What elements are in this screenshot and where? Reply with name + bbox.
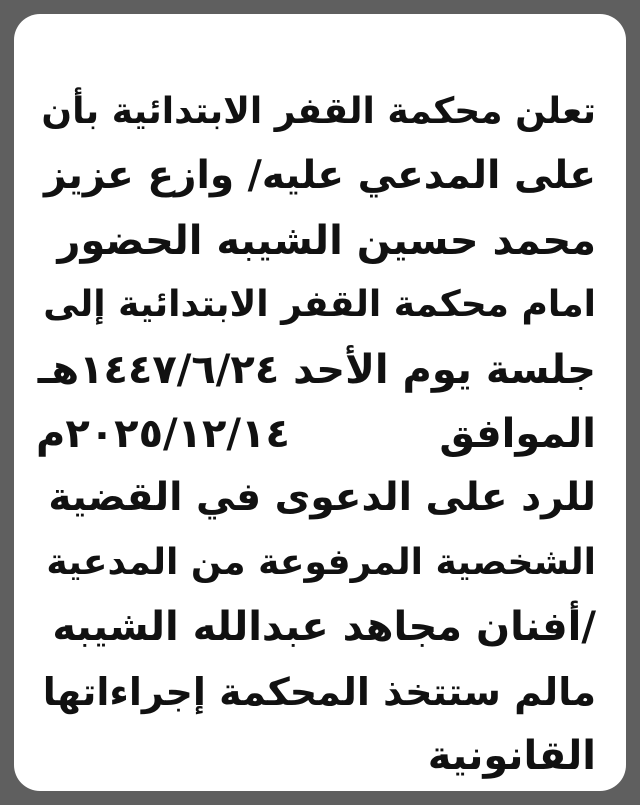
notice-card — [14, 14, 626, 791]
notice-line: محمد حسين الشيبه الحضور — [57, 217, 596, 264]
notice-line: مالم ستتخذ المحكمة إجراءاتها — [42, 669, 596, 714]
notice-line: القانونية — [427, 732, 596, 779]
notice-line: للرد على الدعوى في القضية — [48, 475, 596, 521]
date-value: ٢٠٢٥/١٢/١٤م — [36, 410, 290, 457]
gregorian-date-line — [36, 402, 596, 466]
notice-line: الشخصية المرفوعة من المدعية — [46, 541, 596, 583]
date-label: الموافق — [439, 410, 596, 457]
notice-line: على المدعي عليه/ وازع عزيز — [44, 153, 596, 199]
notice-text — [36, 80, 596, 788]
notice-line: /أفنان مجاهد عبدالله الشيبه — [52, 604, 596, 651]
notice-line: تعلن محكمة القفر الابتدائية بأن — [41, 91, 596, 132]
notice-line: جلسة يوم الأحد ١٤٤٧/٦/٢٤هـ — [37, 346, 596, 393]
notice-line: امام محكمة القفر الابتدائية إلى — [43, 284, 596, 326]
